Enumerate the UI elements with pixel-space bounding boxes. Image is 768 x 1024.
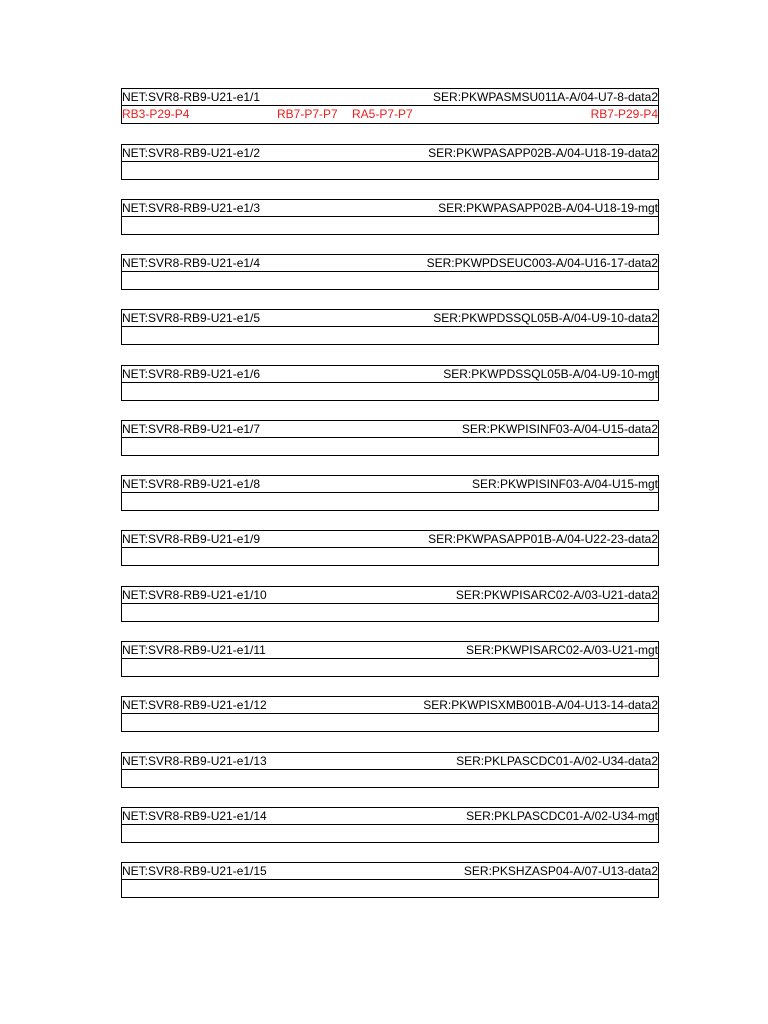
ser-id: SER:PKWPISARC02-A/03-U21-mgt xyxy=(465,642,658,657)
cable-label-9 xyxy=(121,530,659,566)
ser-id: SER:PKWPASAPP02B-A/04-U18-19-mgt xyxy=(438,200,658,215)
ser-id: SER:PKWPASMSU011A-A/04-U7-8-data2 xyxy=(433,89,658,104)
ser-id: SER:PKLPASCDC01-A/02-U34-mgt xyxy=(466,808,658,823)
label-top-row xyxy=(122,200,658,217)
cable-label-8 xyxy=(121,475,659,511)
label-bottom-row xyxy=(122,714,658,731)
label-top-row xyxy=(122,587,658,604)
cable-label-3 xyxy=(121,199,659,235)
label-bottom-row xyxy=(122,217,658,234)
label-top-row xyxy=(122,863,658,880)
label-top-row xyxy=(122,310,658,327)
label-bottom-row xyxy=(122,106,658,123)
cable-label-2 xyxy=(121,144,659,180)
label-top-row xyxy=(122,642,658,659)
label-top-row xyxy=(122,753,658,770)
ser-id: SER:PKWPDSSQL05B-A/04-U9-10-data2 xyxy=(433,310,658,325)
label-bottom-row xyxy=(122,880,658,897)
net-id: NET:SVR8-RB9-U21-e1/5 xyxy=(122,310,261,325)
net-id: NET:SVR8-RB9-U21-e1/4 xyxy=(122,255,261,270)
net-id: NET:SVR8-RB9-U21-e1/13 xyxy=(122,753,267,768)
cable-label-4 xyxy=(121,254,659,290)
net-id: NET:SVR8-RB9-U21-e1/7 xyxy=(122,421,261,436)
label-bottom-row xyxy=(122,327,658,344)
cable-label-6 xyxy=(121,365,659,401)
net-id: NET:SVR8-RB9-U21-e1/6 xyxy=(122,366,261,381)
label-bottom-row xyxy=(122,825,658,842)
ser-id: SER:PKWPISARC02-A/03-U21-data2 xyxy=(455,587,658,602)
cable-label-10 xyxy=(121,586,659,622)
net-id: NET:SVR8-RB9-U21-e1/12 xyxy=(122,697,267,712)
label-bottom-row xyxy=(122,162,658,179)
port-ref-d: RB7-P29-P4 xyxy=(590,107,658,121)
ser-id: SER:PKWPDSEUC003-A/04-U16-17-data2 xyxy=(426,255,658,270)
cable-label-12 xyxy=(121,696,659,732)
cable-label-14 xyxy=(121,807,659,843)
net-id: NET:SVR8-RB9-U21-e1/11 xyxy=(122,642,266,657)
cable-label-15 xyxy=(121,862,659,898)
port-ref-b: RB7-P7-P7 xyxy=(277,107,338,121)
label-top-row xyxy=(122,808,658,825)
net-id: NET:SVR8-RB9-U21-e1/2 xyxy=(122,145,261,160)
label-bottom-row xyxy=(122,438,658,455)
ser-id: SER:PKWPDSSQL05B-A/04-U9-10-mgt xyxy=(443,366,658,381)
net-id: NET:SVR8-RB9-U21-e1/3 xyxy=(122,200,261,215)
label-bottom-row xyxy=(122,659,658,676)
net-id: NET:SVR8-RB9-U21-e1/14 xyxy=(122,808,267,823)
label-bottom-row xyxy=(122,493,658,510)
net-id: NET:SVR8-RB9-U21-e1/10 xyxy=(122,587,267,602)
label-top-row xyxy=(122,255,658,272)
ser-id: SER:PKLPASCDC01-A/02-U34-data2 xyxy=(456,753,658,768)
label-bottom-row xyxy=(122,383,658,400)
ser-id: SER:PKWPASAPP01B-A/04-U22-23-data2 xyxy=(428,531,658,546)
label-bottom-row xyxy=(122,604,658,621)
cable-label-13 xyxy=(121,752,659,788)
label-bottom-row xyxy=(122,548,658,565)
label-top-row xyxy=(122,421,658,438)
cable-label-11 xyxy=(121,641,659,677)
ser-id: SER:PKWPISINF03-A/04-U15-mgt xyxy=(471,476,658,491)
label-top-row xyxy=(122,89,658,106)
ser-id: SER:PKWPISINF03-A/04-U15-data2 xyxy=(461,421,658,436)
ser-id: SER:PKWPASAPP02B-A/04-U18-19-data2 xyxy=(428,145,658,160)
net-id: NET:SVR8-RB9-U21-e1/8 xyxy=(122,476,261,491)
ser-id: SER:PKSHZASP04-A/07-U13-data2 xyxy=(463,863,658,878)
label-bottom-row xyxy=(122,770,658,787)
label-bottom-row xyxy=(122,272,658,289)
cable-label-7 xyxy=(121,420,659,456)
net-id: NET:SVR8-RB9-U21-e1/9 xyxy=(122,531,261,546)
port-ref-c: RA5-P7-P7 xyxy=(352,107,413,121)
label-top-row xyxy=(122,366,658,383)
port-ref-a: RB3-P29-P4 xyxy=(122,107,190,121)
cable-label-5 xyxy=(121,309,659,345)
label-top-row xyxy=(122,476,658,493)
net-id: NET:SVR8-RB9-U21-e1/1 xyxy=(122,89,261,104)
cable-label-1 xyxy=(121,88,659,124)
label-top-row xyxy=(122,145,658,162)
ser-id: SER:PKWPISXMB001B-A/04-U13-14-data2 xyxy=(423,697,658,712)
label-top-row xyxy=(122,531,658,548)
net-id: NET:SVR8-RB9-U21-e1/15 xyxy=(122,863,267,878)
label-top-row xyxy=(122,697,658,714)
